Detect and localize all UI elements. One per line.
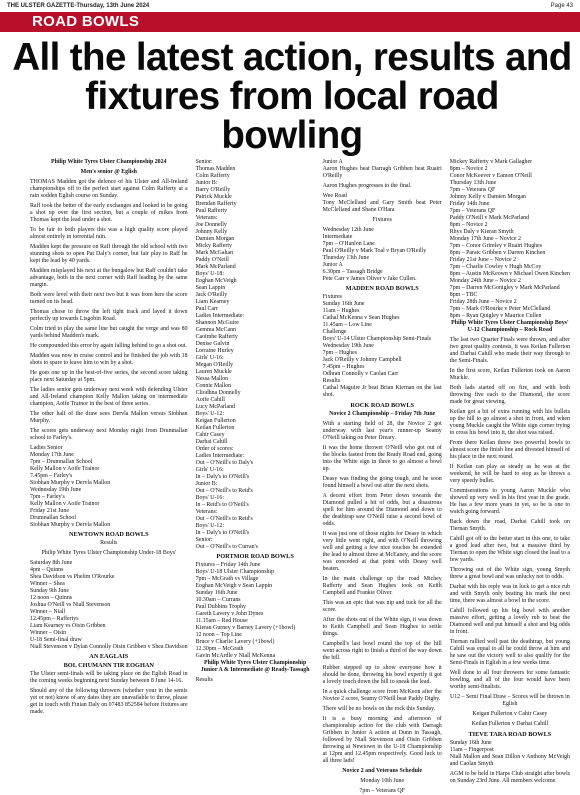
article-paragraph: Sunday 16th June <box>322 301 365 307</box>
article-paragraph: There will be no bowls on the rock this Sunday. <box>322 706 436 712</box>
bold-subheading: Philip White Tyres Ulster Championship 2024 <box>51 159 167 165</box>
article-paragraph: Fixtures – Friday 14th June <box>195 562 261 568</box>
article-paragraph: Kelly Mallon v Aoife Trainor <box>30 501 100 507</box>
article-paragraph: Rubber stepped up to show everyone how it should be done, throwing his bowl expertly it got a lovely touch down the hill to sneak the lead. <box>322 665 442 685</box>
article-paragraph: Winner – Oisin <box>30 630 67 636</box>
article-paragraph: Monday 10th June <box>360 778 405 784</box>
article-paragraph: In the main challenge up the road Michey Rafferty and Sean Hughes took on Keith Campbell and Frankie Oliver. <box>322 576 442 596</box>
article-paragraph: Bruce v Charlie Lavery (+1bowl) <box>195 639 275 645</box>
article-paragraph: 8pm – Ryan Quigley v Maurice Cullen <box>449 313 542 319</box>
article-paragraph: 7pm – Conor Grimley v Ruairi Hughes <box>449 243 543 249</box>
article-paragraph: Mark McGahan <box>195 250 234 256</box>
article-paragraph: Siobhan Murphy v Dervla Mallon <box>30 480 111 486</box>
article-paragraph: Damien Morgan <box>195 236 235 242</box>
article-paragraph: Mark McParland <box>195 264 236 270</box>
article-paragraph: Mickey Rafferty v Mark Gallagher <box>449 159 533 165</box>
article-paragraph: Challenge <box>322 329 347 335</box>
article-paragraph: Cahill followed up his big bowl with another massive effort, getting a lovely rub to beat the Diamond well and put himself a shot and big odds in front. <box>449 608 570 635</box>
article-paragraph: Junior B: <box>195 180 218 186</box>
article-paragraph: Tony McClelland and Gary Smith beat Peter McClelland and Shane O'Hara <box>322 200 442 213</box>
section-banner <box>0 12 580 32</box>
article-paragraph: It was the home thrower O'Neill who got out of the blocks fastest from the Ready Road end, going into the White sign in three to go almost a bowl up. <box>322 445 442 472</box>
article-paragraph: Joshua O'Neill vs Niall Stevenson <box>30 602 111 608</box>
article-paragraph: Pete Carr v James Oliver v Jake Cullen. <box>322 276 417 282</box>
article-paragraph: 8pm – Novice 2 <box>449 166 488 172</box>
article-paragraph: To be fair to both players this was a high quality score played almost entirely in torrential rain. <box>30 227 188 240</box>
article-paragraph: Ladies Senior <box>30 445 63 451</box>
article-paragraph: Shannon McGuire <box>195 320 239 326</box>
article-paragraph: In the first score, Keilan Fullerton took on Aaron Muckle. <box>449 368 570 381</box>
article-paragraph: Gareth Lavery v John Dynes <box>195 611 264 617</box>
article-paragraph: Thomas Madden <box>195 166 236 172</box>
article-paragraph: Throwing out of the White sign, young Smyth threw a great bowl and was unlucky not to odds. <box>449 567 570 580</box>
article-paragraph: Tiernan rallied well past the deathtrap, but young Cahill was equal to all he could throw at him and he saw out the victory well to also qualify for the Semi-Finals in Eglish in a few weeks time. <box>449 639 570 666</box>
bold-subheading: Philip White Tyres Ulster Championship Boys' U-12 Championship – Rock Road <box>451 320 569 333</box>
article-paragraph: 7pm – Veterans QF <box>449 208 496 214</box>
article-paragraph: Paul Rafferty <box>195 208 228 214</box>
article-paragraph: This was an epic that was nip and tuck for all the score. <box>322 600 442 613</box>
article-paragraph: Paddy O'Neill <box>195 257 229 263</box>
article-paragraph: Wednesday 12th June <box>322 227 374 233</box>
article-paragraph: The Ulster semi-finals will be taking place on the Eglish Road in the coming weeks beginning next Sunday between 8 June 14-16. <box>30 671 188 684</box>
article-paragraph: Patrick Muckle <box>195 194 232 200</box>
bold-subheading: Men's senior @ Eglish <box>80 169 137 175</box>
article-paragraph: 10.30am – Currans <box>195 597 241 603</box>
article-paragraph: Boys' U-12: <box>195 411 224 417</box>
subsection-heading: PORTMOR ROAD BOWLS <box>216 553 294 560</box>
article-paragraph: Niall Mallon and Sean Dillon v Anthony McVeigh and Caolan Smyth <box>449 754 570 767</box>
article-paragraph: Keigan Fullerton v Cahir Casey <box>472 711 548 717</box>
article-paragraph: Wee Road <box>322 193 347 199</box>
article-paragraph: Madden was now in cruise control and he finished the job with 18 shots to spare to leave him to win by a shot. <box>30 353 188 366</box>
article-paragraph: Caoimhe Rafferty <box>195 334 238 340</box>
article-paragraph: The scores gets underway next Monday night from Drumnallan school to Farley's. <box>30 428 188 441</box>
article-paragraph: 12 noon – Top Line <box>195 632 242 638</box>
article-paragraph: 8pm – TBC <box>449 292 478 298</box>
article-paragraph: Campbell's last bowl round the top of the hill went across right to finish a third of the way down the hill. <box>322 641 442 661</box>
subsection-heading: AN EAGLAIS <box>89 653 129 660</box>
article-paragraph: Cathal Maguire Jr beat Brian Kiernan on the last shot. <box>322 385 442 398</box>
page-number: Page 43 <box>550 3 573 9</box>
article-paragraph: 7pm – McGrath vs Village <box>195 576 259 582</box>
article-paragraph: Joe Donnelly <box>195 222 227 228</box>
article-paragraph: Drumnallan School <box>30 515 76 521</box>
article-paragraph: A decent effort from Peter down towards the Diamond pulled a bit of odds, but a disastrous spell for him around the Diamond and down to the deathtrap saw O'Neill raise a second bowl of odds. <box>322 493 442 527</box>
article-paragraph: Deasy was finding the going tough, and he soon found himself a bowl out after the next shots. <box>322 476 442 489</box>
article-paragraph: Monday 17th June – Novice 2 <box>449 236 521 242</box>
article-paragraph: 8pm – Paraic Gribben v Darren Kinchen <box>449 250 546 256</box>
article-paragraph: 4pm – Quinns <box>30 567 64 573</box>
article-paragraph: Junior A <box>322 262 343 268</box>
article-paragraph: Barry O'Reilly <box>195 187 231 193</box>
article-paragraph: Fixtures <box>322 294 342 300</box>
article-paragraph: It was just one of those nights for Deasy in which very little went right, and with O'Neill throwing well and getting a few nice touches he extended the lead to almost three at McEaney, and the score was conceded at that point with Deasy well beaten. <box>322 531 442 572</box>
article-paragraph: Back down the road, Darhai Cahill took on Tiernan Smyth. <box>449 519 570 532</box>
article-paragraph: Keigan Fullerton <box>195 418 236 424</box>
article-paragraph: Brendan Rafferty <box>195 201 237 207</box>
bold-subheading: Philip White Tyres Ulster Championship Junior A & Intermediate @ Ready-Tassagh <box>200 660 310 673</box>
article-paragraph: Boys' U-12: <box>195 523 224 529</box>
article-paragraph: Sean Lappin <box>195 285 226 291</box>
bold-subheading: Novice 2 Championship – Friday 7th June <box>329 411 436 417</box>
article-paragraph: Keilan got a bit of extra running with his bullets up the hill to go almost a shot in front, and when young Muckle caught the White sign corner trying to cross his bowl into it, the shot was raised. <box>449 409 570 436</box>
article-paragraph: Commiserations to young Aaron Muckle who showed up very well in his first year in the grade. He has a few more years in yet, so he is one to watch going forward. <box>449 488 570 515</box>
article-paragraph: 8pm – Novice 2 <box>449 222 488 228</box>
article-paragraph: Eoghan McVeigh v Sean Lappin <box>195 583 273 589</box>
article-paragraph: 11am – Fingerpost <box>449 747 494 753</box>
article-paragraph: Darhai Cahill <box>195 439 228 445</box>
article-paragraph: Raff took the better of the early exchanges and looked to be going a shot up over the first section, but a couple of mikes from Thomas kept the lead under a shot. <box>30 203 188 223</box>
page-header <box>0 0 580 12</box>
article-paragraph: Paul Carr <box>195 306 218 312</box>
article-paragraph: Colm tried to play the same line but caught the verge and was 80 yards behind Madden's mark. <box>30 326 188 339</box>
article-paragraph: Paul Dubbins Trophy <box>195 604 246 610</box>
article-paragraph: Kieran Gurney v Barney Lavery (+1bowl) <box>195 625 296 631</box>
article-paragraph: Keilan Fullerton v Darhai Cahill <box>471 721 549 727</box>
article-paragraph: Saturday 8th June <box>30 560 73 566</box>
article-paragraph: Niall Stevenson v Dylan Connolly Oisin Gribben v Shea Davidson <box>30 644 188 650</box>
article-paragraph: Philip White Tyres Ulster Championship Under-18 Boys' <box>41 550 177 556</box>
article-paragraph: Boys' U-18 Ulster Championship <box>195 569 275 575</box>
article-paragraph: He compounded this error by again falling behind to go a shot out. <box>30 343 187 349</box>
article-paragraph: Sunday 16th June <box>195 590 238 596</box>
article-paragraph: Ladies Intermediate: <box>195 453 245 459</box>
article-paragraph: Connie Mallon <box>195 383 232 389</box>
article-paragraph: Jack O'Reilly <box>195 292 228 298</box>
article-paragraph: Out – O'Neill's to Reid's <box>195 516 253 522</box>
article-paragraph: Lorraine Hurley <box>195 348 234 354</box>
article-paragraph: Micky Rafferty <box>195 243 232 249</box>
article-paragraph: Aoife Cahill <box>195 397 225 403</box>
article-paragraph: In – Daly's to O'Neill's <box>195 530 250 536</box>
article-paragraph: With a starting field of 28, the Novice 2 got underway with last year's runner-up Seamy O'Neill taking on Peter Dreary. <box>322 421 442 441</box>
article-paragraph: Jack O'Reilly v Johnny Campbell <box>322 357 402 363</box>
article-paragraph: Cahir Casey <box>195 432 225 438</box>
article-paragraph: Gavin McArdle v Niall McKenna <box>195 653 276 659</box>
article-paragraph: Aaron Hughes beat Darragh Gribben beat Ruairi O'Reilly <box>322 166 442 179</box>
article-paragraph: Results <box>322 378 341 384</box>
article-paragraph: Gemma McCann <box>195 327 236 333</box>
article-paragraph: Ladies Intermediate: <box>195 313 245 319</box>
article-paragraph: Girls' U-16: <box>195 355 224 361</box>
article-paragraph: Darhai with his reply was in luck to get a nice rub and with Smyth only beating his mark the next time, there was almost a bowl in the score. <box>449 584 570 604</box>
article-paragraph: Sunday 16th June <box>449 740 492 746</box>
column-1 <box>30 159 188 731</box>
subsection-heading: ROCK ROAD BOWLS <box>350 402 415 409</box>
article-paragraph: The other half of the draw sees Dervla Mallon versus Siobhan Murphy. <box>30 411 188 424</box>
article-paragraph: Veterans: <box>195 215 218 221</box>
article-paragraph: In a quick challenge score from McKeon after the Novice 2 score, Seamy O'Neill beat Paddy Digby. <box>322 689 442 702</box>
article-paragraph: 12 noon – Quinns <box>30 595 73 601</box>
article-paragraph: 7pm – Charlie Cowley v Hugh McCoy <box>449 264 542 270</box>
column-2 <box>196 159 315 731</box>
article-paragraph: In – Daly's to O'Neill's <box>195 474 250 480</box>
article-paragraph: 6.30pm – Tassagh Bridge <box>322 269 383 275</box>
article-paragraph: Friday 14th June <box>449 201 490 207</box>
article-paragraph: Eoghan McVeigh <box>195 278 237 284</box>
article-paragraph: Kelly Mallon v Aoife Trainor <box>30 466 100 472</box>
article-paragraph: 11.15am – Red House <box>195 618 248 624</box>
article-paragraph: Liam Kearney <box>195 299 230 305</box>
article-paragraph: Monday 24th June – Novice 2 <box>449 278 521 284</box>
article-paragraph: Friday 21st June <box>30 508 69 514</box>
article-paragraph: Shea Davidson vs Phelim O'Rourke <box>30 574 115 580</box>
article-paragraph: Intermediate <box>322 234 353 240</box>
article-paragraph: Sunday 9th June <box>30 588 69 594</box>
subsection-heading: MADDEN ROAD BOWLS <box>345 285 419 292</box>
article-paragraph: Keilan Fullerton <box>195 425 235 431</box>
article-paragraph: Wednesday 19th June <box>30 487 82 493</box>
article-paragraph: In – Reid's to O'Neill's <box>195 502 249 508</box>
column-4 <box>449 159 570 784</box>
article-paragraph: He goes one up in the best-of-five series, the second score taking place next Saturday at 5pm. <box>30 370 188 383</box>
article-paragraph: 7.45pm – Farley's <box>30 473 73 479</box>
article-paragraph: Lucy McParland <box>195 404 235 410</box>
article-paragraph: Veterans: <box>195 509 218 515</box>
article-paragraph: Cathal McKenna v Sean Hughes <box>322 315 400 321</box>
article-paragraph: Junior B: <box>195 481 218 487</box>
subsection-heading: NEWTOWN ROAD BOWLS <box>68 531 149 538</box>
article-paragraph: Boys' U-16: <box>195 495 224 501</box>
article-paragraph: Order of scores: <box>195 446 234 452</box>
article-paragraph: Rhys Daly v Kieran Smyth <box>449 229 514 235</box>
article-paragraph: If Keilan can play as steady as he was at the weekend, he will be hard to stop as he throws a very speedy bullet. <box>449 464 570 484</box>
article-paragraph: Results <box>195 677 213 683</box>
article-paragraph: 8pm – Austin McKeown v Michael Owen Kinchen <box>449 271 570 277</box>
article-paragraph: Colm Rafferty <box>195 173 230 179</box>
article-paragraph: Senior: <box>195 537 213 543</box>
article-paragraph: U-18 Semi-final draw <box>30 637 82 643</box>
article-paragraph: Madden kept the pressure on Raff through the old school with two stunning shots to open Pat Daly's corner, but fair play to Raff he kept the lead by 40 yards. <box>30 244 188 264</box>
article-paragraph: Both were level with their next two but it was from here the score turned on its head. <box>30 292 188 305</box>
article-paragraph: Wednesday 19th June <box>322 343 374 349</box>
article-paragraph: 7pm – Drumnallan School <box>30 459 93 465</box>
article-paragraph: The ladies senior gets underway next week with defending Ulster and All-Ireland champion Kelly Mallon taking on intermediate champion, Aoife Trainor in the best of three series. <box>30 387 188 407</box>
article-paragraph: Liam Kearney vs Oisin Gribben <box>30 623 106 629</box>
article-paragraph: Paddy O'Neill v Mark McParland <box>449 215 530 221</box>
article-paragraph: U12 – Semi Final Draw – Scores will be thrown in Eglish <box>449 694 570 707</box>
article-paragraph: Monday 17th June <box>30 452 74 458</box>
article-paragraph: Conor McKeever v Eamon O'Neill <box>449 173 532 179</box>
article-paragraph: Denise Galvin <box>195 341 230 347</box>
article-paragraph: Lauren Muckle <box>195 369 232 375</box>
article-paragraph: Odhran Connolly v Caolan Carr <box>322 371 399 377</box>
article-paragraph: The last two Quarter Finals were thrown, and after two great quality contests, it was Keilan Fullerton and Darhai Cahill who made their way through to the Semi-Finals. <box>449 337 570 364</box>
article-paragraph: Thomas chose to throw the left tight track and layed it down perfectly up towards Lisgobin Road. <box>30 309 188 322</box>
article-paragraph: 7pm – Veterans QF <box>449 187 496 193</box>
article-paragraph: Results <box>100 540 118 546</box>
article-paragraph: Out – O'Neill's to Reid's <box>195 488 253 494</box>
article-paragraph: After the shots out of the White sign, it was down to Keith Campbell and Sean Hughes to settle things. <box>322 617 442 637</box>
article-paragraph: Johnny Kelly v Damien Morgan <box>449 194 526 200</box>
article-paragraph: Well done to all four throwers for some fantastic bowling, and all of the four would have been worthy semi-finalists. <box>449 670 570 690</box>
article-paragraph: Megan O'Reilly <box>195 362 234 368</box>
article-paragraph: 7pm – Darren McGonigley v Mark McParland <box>449 285 560 291</box>
article-paragraph: 12.30pm – McGrath <box>195 646 244 652</box>
article-paragraph: Cahill got off to the better start in this one, to take a good lead after two, but a massive third by Tiernan to open the White sign closed the lead to a few yards. <box>449 536 570 563</box>
article-paragraph: THOMAS Madden got the defence of his Ulster and All-Ireland championships off to the perfect start against Colm Rafferty at a rain sodden Eglish course on Sunday. <box>30 179 188 199</box>
article-paragraph: Winner – Shea <box>30 581 65 587</box>
section-title: ROAD BOWLS <box>32 13 140 30</box>
article-paragraph: Out – O'Neill's to Curran's <box>195 544 258 550</box>
article-paragraph: Madden misplayed his next at the bungalow but Raff couldn't take advantage, both in the next corner with Raff leading by the same margin. <box>30 268 188 288</box>
article-paragraph: Winner – Niall <box>30 609 66 615</box>
bold-subheading: Novice 2 and Veterans Schedule <box>342 768 423 774</box>
article-paragraph: Thursday 13th June <box>322 255 370 261</box>
article-paragraph: Thursday 13th June <box>449 180 497 186</box>
subsection-heading: TIEVE TARA ROAD BOWLS <box>468 731 552 738</box>
article-columns <box>30 159 570 794</box>
article-paragraph: 7pm – O'Hanlon Lane <box>322 241 375 247</box>
article-paragraph: Boys' U-18: <box>195 271 224 277</box>
article-paragraph: Johnny Kelly <box>195 229 228 235</box>
article-paragraph: Junior A <box>322 159 343 165</box>
article-paragraph: 11am – Hughes <box>322 308 360 314</box>
article-paragraph: 7pm – Mark O'Rourke v Peter McClelland <box>449 306 551 312</box>
article-paragraph: 11.45am – Low Line <box>322 322 372 328</box>
article-paragraph: 12.45pm – Raffertys <box>30 616 79 622</box>
article-paragraph: Should any of the following throwers (whether your in the semis yet or not) know of any dates they are unavailable to throw, please get in touch with Finian Daly on 07483 852584 before fixtures are made. <box>30 688 188 715</box>
article-paragraph: Friday 21st June – Novice 2 <box>449 257 517 263</box>
subsection-heading: BOL CHUMANN TIR EOGHAN <box>63 662 154 669</box>
article-paragraph: Boys' U-14 Ulster Championship Semi-Finals <box>322 336 432 342</box>
article-paragraph: Paul O'Reilly v Mark Toal v Bryan O'Reilly <box>322 248 427 254</box>
article-paragraph: From there Keilan threw two powerful bowls to almost score the finish line and divested himself of his place in the next round. <box>449 440 570 460</box>
article-paragraph: Girls' U-16: <box>195 467 224 473</box>
column-3 <box>322 159 442 794</box>
article-paragraph: 7pm – Farley's <box>30 494 65 500</box>
article-paragraph: 7pm – Veterans QF <box>359 788 405 794</box>
article-paragraph: It is a busy morning and afternoon of championship action for the club with Darragh Gribben in Junior A action at Dunn in Tassagh, followed by Niall Stevenson and Oisin Gribben throwing at Newtown in the U-18 Championship at 12pm and 12.45pm respectively. Good luck to all three lads! <box>322 716 442 764</box>
article-paragraph: Friday 28th June – Novice 2 <box>449 299 517 305</box>
publication-line: THE ULSTER GAZETTE-Thursday, 13th June 2024 <box>7 3 150 9</box>
article-paragraph: 7.45pm – Hughes <box>322 364 365 370</box>
article-paragraph: 7pm – Hughes <box>322 350 358 356</box>
article-paragraph: Fixtures <box>372 217 392 223</box>
article-paragraph: Nessa Mallon <box>195 376 229 382</box>
article-paragraph: Senior: <box>195 159 213 165</box>
article-paragraph: Out – O'Neill's to Daly's <box>195 460 254 466</box>
article-paragraph: Siobhan Murphy v Dervla Mallon <box>30 522 111 528</box>
article-paragraph: AGM to be held in Harps Club straight after bowls on Sunday 23rd June. All members welcome. <box>449 771 570 784</box>
article-paragraph: Cliodhna Donnelly <box>195 390 241 396</box>
article-paragraph: Aaron Hughes progresses to the final. <box>322 183 412 189</box>
headline: All the latest action, results and fixtures from local road bowling <box>12 36 572 157</box>
article-paragraph: Both lads started off on fire, and with both throwing five each to the Diamond, the score made for great viewing. <box>449 385 570 405</box>
